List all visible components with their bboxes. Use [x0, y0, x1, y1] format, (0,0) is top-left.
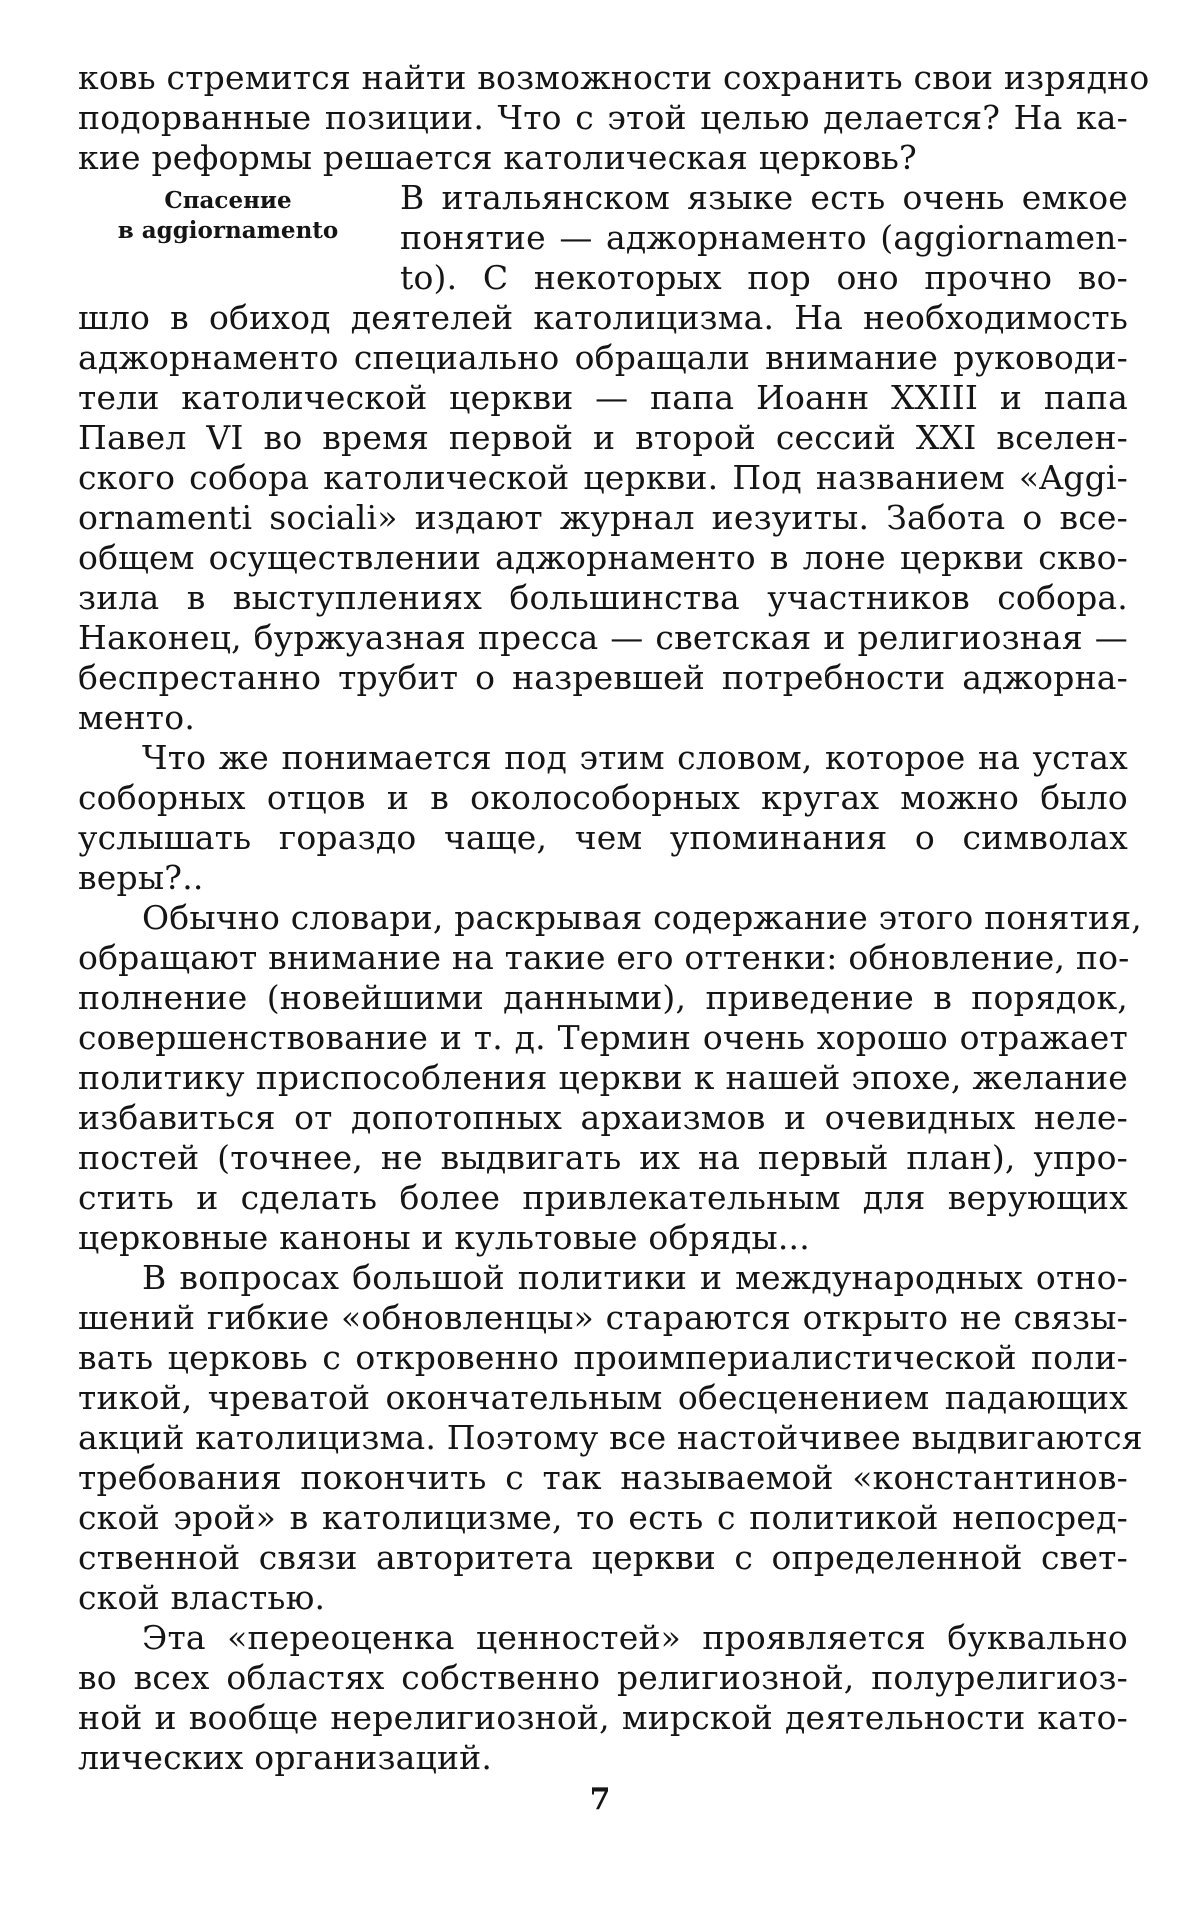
text-line: В вопросах большой политики и международных отно-	[142, 1258, 1128, 1297]
text-line: совершенствование и т. д. Термин очень хорошо отражает	[78, 1018, 1128, 1057]
text-line: Наконец, буржуазная пресса — светская и религиозная —	[78, 618, 1128, 657]
text-line: во всех областях собственно религиозной, полурелигиоз-	[78, 1658, 1128, 1697]
text-line: услышать гораздо чаще, чем упоминания о символах	[78, 818, 1128, 857]
text-line: общем осуществлении аджорнаменто в лоне церкви сквo-	[78, 538, 1128, 577]
text-line: ornamenti sociali» издают журнал иезуиты. Забота о все-	[78, 498, 1128, 537]
text-line: ской эрой» в католицизме, то есть с политикой непосред-	[78, 1498, 1128, 1537]
sidehead-line: Спасение	[164, 187, 292, 214]
paragraph-politics	[78, 1258, 1143, 1618]
paragraph-continuation	[78, 58, 1150, 178]
text-line: ской властью.	[78, 1578, 326, 1617]
text-line: требования покончить с так называемой «константинов-	[78, 1458, 1128, 1497]
text-line: шло в обиход деятелей католицизма. На необходимость	[78, 298, 1128, 337]
paragraph-revaluation	[78, 1618, 1128, 1778]
text-line: кие реформы решается католическая церковь?	[78, 138, 917, 177]
text-line: менто.	[78, 698, 196, 737]
text-line: тикой, чреватой окончательным обесценением падающих	[78, 1378, 1128, 1417]
text-line: to). С некоторых пор оно прочно во-	[400, 258, 1128, 297]
text-line: церковные каноны и культовые обряды...	[78, 1218, 810, 1257]
text-line: стить и сделать более привлекательным для верующих	[78, 1178, 1128, 1217]
text-line: лических организаций.	[78, 1738, 493, 1777]
paragraph-beside-heading	[400, 178, 1128, 298]
page-number: 7	[589, 1782, 611, 1817]
text-line: акций католицизма. Поэтому все настойчивее выдвигаются	[78, 1418, 1143, 1457]
text-line: соборных отцов и в околособорных кругах можно было	[78, 778, 1128, 817]
paragraph-aggiornamento	[78, 298, 1128, 738]
paragraph-question	[78, 738, 1128, 898]
page-body	[78, 58, 1150, 1778]
text-line: вать церковь с откровенно проимпериалистической поли-	[78, 1338, 1128, 1377]
text-line: Что же понимается под этим словом, которое на устах	[142, 738, 1128, 777]
text-line: политику приспособления церкви к нашей эпохе, желание	[78, 1058, 1128, 1097]
text-line: постей (точнее, не выдвигать их на первый план), упро-	[78, 1138, 1128, 1177]
text-line: зила в выступлениях большинства участников собора.	[78, 578, 1128, 617]
text-line: Эта «переоценка ценностей» проявляется буквально	[142, 1618, 1128, 1657]
text-line: ковь стремится найти возможности сохранить свои изрядно	[78, 58, 1150, 97]
text-line: понятие — аджорнаменто (aggiornamen-	[400, 218, 1128, 257]
text-line: обращают внимание на такие его оттенки: обновление, по-	[78, 938, 1130, 977]
text-line: веры?..	[78, 858, 204, 897]
paragraph-definition	[78, 898, 1142, 1258]
text-line: Павел VI во время первой и второй сессий XXI вселен-	[78, 418, 1128, 457]
text-line: тели католической церкви — папа Иоанн XXIII и папа	[78, 378, 1128, 417]
text-line: ского собора католической церкви. Под названием «Aggi-	[78, 458, 1128, 497]
text-line: подорванные позиции. Что с этой целью делается? На ка-	[78, 98, 1128, 137]
text-line: ной и вообще нерелигиозной, мирской деятельности като-	[78, 1698, 1128, 1737]
text-line: Обычно словари, раскрывая содержание этого понятия,	[142, 898, 1142, 937]
section-sidehead	[78, 186, 378, 246]
text-line: В итальянском языке есть очень емкое	[400, 178, 1128, 217]
section-start	[78, 178, 1128, 298]
text-line: шений гибкие «обновленцы» стараются открыто не связы-	[78, 1298, 1128, 1337]
text-line: ственной связи авторитета церкви с определенной свет-	[78, 1538, 1128, 1577]
text-line: беспрестанно трубит о назревшей потребности аджорна-	[78, 658, 1128, 697]
text-line: избавиться от допотопных архаизмов и очевидных неле-	[78, 1098, 1128, 1137]
text-line: аджорнаменто специально обращали внимание руководи-	[78, 338, 1128, 377]
text-line: полнение (новейшими данными), приведение в порядок,	[78, 978, 1128, 1017]
sidehead-line: в aggiornamento	[117, 217, 339, 244]
